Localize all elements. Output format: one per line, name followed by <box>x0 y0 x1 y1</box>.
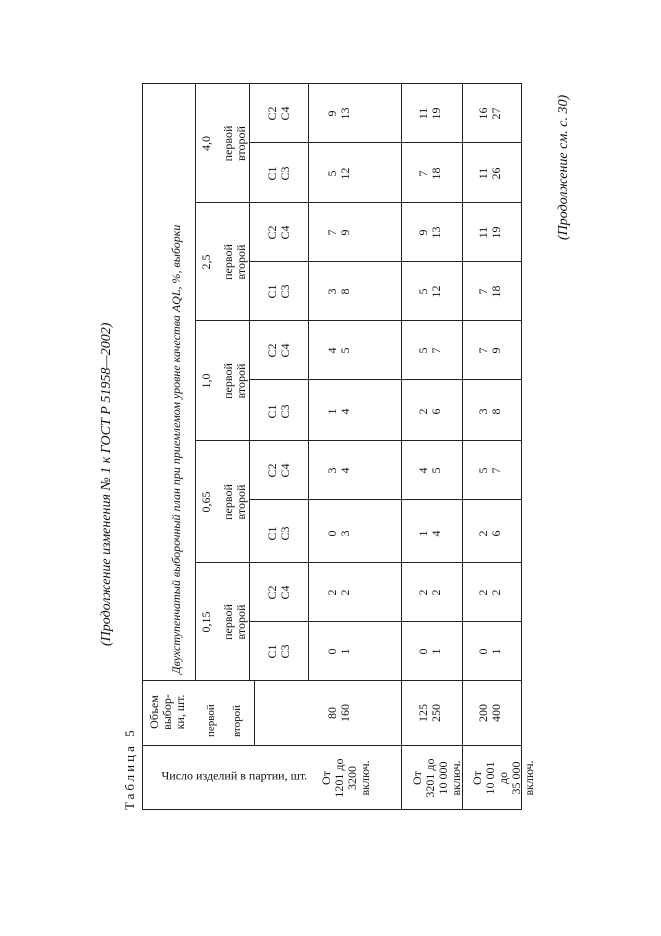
value-cell: 2 2 <box>476 589 503 596</box>
value-cell: 4 5 <box>325 347 352 354</box>
value-cell: 2 2 <box>416 589 443 596</box>
stage-labels-0: первой второй <box>221 604 248 640</box>
value-cell: 1 4 <box>325 408 352 415</box>
lot-size-cell: От 10 001 до 35 000 включ. <box>470 760 536 796</box>
value-cell: 11 19 <box>416 107 443 120</box>
value-cell: 2 6 <box>416 408 443 415</box>
aql-level-3: 2,5 <box>199 254 213 270</box>
sample-size-cell: 80 160 <box>325 704 352 722</box>
value-cell: 11 19 <box>476 226 503 239</box>
criteria-header-4-0: C1 C3 <box>265 166 292 181</box>
value-cell: 2 2 <box>325 589 352 596</box>
criteria-header-2-1: C2 C4 <box>265 343 292 358</box>
value-cell: 0 3 <box>325 530 352 537</box>
criteria-header-1-1: C2 C4 <box>265 463 292 478</box>
criteria-header-3-1: C2 C4 <box>265 225 292 240</box>
value-cell: 7 18 <box>416 167 443 180</box>
sample-size-cell: 125 250 <box>416 704 443 722</box>
stage-labels-1: первой второй <box>221 484 248 520</box>
plan-header: Двухступенчатый выборочный план при приемлемом уровне качества AQL, %, выборки <box>169 224 183 674</box>
continuation-header: (Продолжение изменения № 1 к ГОСТ Р 51958—2002) <box>99 322 114 646</box>
aql-level-1: 0,65 <box>199 491 213 513</box>
stage-labels-3: первой второй <box>221 244 248 280</box>
aql-level-4: 4,0 <box>199 136 213 151</box>
value-cell: 9 13 <box>325 107 352 120</box>
value-cell: 0 1 <box>476 648 503 655</box>
value-cell: 1 4 <box>416 530 443 537</box>
value-cell: 7 9 <box>325 229 352 236</box>
table-label: Таблица 5 <box>122 727 137 810</box>
value-cell: 3 8 <box>325 288 352 295</box>
value-cell: 4 5 <box>416 467 443 474</box>
value-cell: 7 9 <box>476 347 503 354</box>
lot-size-cell: От 1201 до 3200 включ. <box>319 758 372 798</box>
value-cell: 5 7 <box>416 347 443 354</box>
lot-size-cell: От 3201 до 10 000 включ. <box>410 758 463 798</box>
aql-level-2: 1,0 <box>199 373 213 389</box>
sample-second-label: второй <box>231 705 243 737</box>
sample-size-header: Объем выбор- ки, шт. <box>147 694 187 730</box>
value-cell: 11 26 <box>476 167 503 180</box>
value-cell: 9 13 <box>416 226 443 239</box>
criteria-header-0-1: C2 C4 <box>265 585 292 600</box>
value-cell: 2 6 <box>476 530 503 537</box>
criteria-header-3-0: C1 C3 <box>265 284 292 299</box>
stage-labels-2: первой второй <box>221 363 248 399</box>
sample-size-cell: 200 400 <box>476 704 503 722</box>
value-cell: 3 8 <box>476 408 503 415</box>
value-cell: 3 4 <box>325 467 352 474</box>
value-cell: 0 1 <box>325 648 352 655</box>
lot-size-header: Число изделий в партии, шт. <box>161 768 308 783</box>
criteria-header-0-0: C1 C3 <box>265 644 292 659</box>
aql-level-0: 0,15 <box>199 611 213 633</box>
continuation-footer: (Продолжение см. с. 30) <box>556 94 571 240</box>
sample-first-label: первой <box>205 704 217 737</box>
value-cell: 5 12 <box>416 285 443 298</box>
value-cell: 16 27 <box>476 107 503 120</box>
value-cell: 5 7 <box>476 467 503 474</box>
value-cell: 5 12 <box>325 167 352 180</box>
value-cell: 0 1 <box>416 648 443 655</box>
value-cell: 7 18 <box>476 285 503 298</box>
criteria-header-4-1: C2 C4 <box>265 106 292 121</box>
criteria-header-1-0: C1 C3 <box>265 526 292 541</box>
stage-labels-4: первой второй <box>221 125 248 162</box>
criteria-header-2-0: C1 C3 <box>265 404 292 419</box>
